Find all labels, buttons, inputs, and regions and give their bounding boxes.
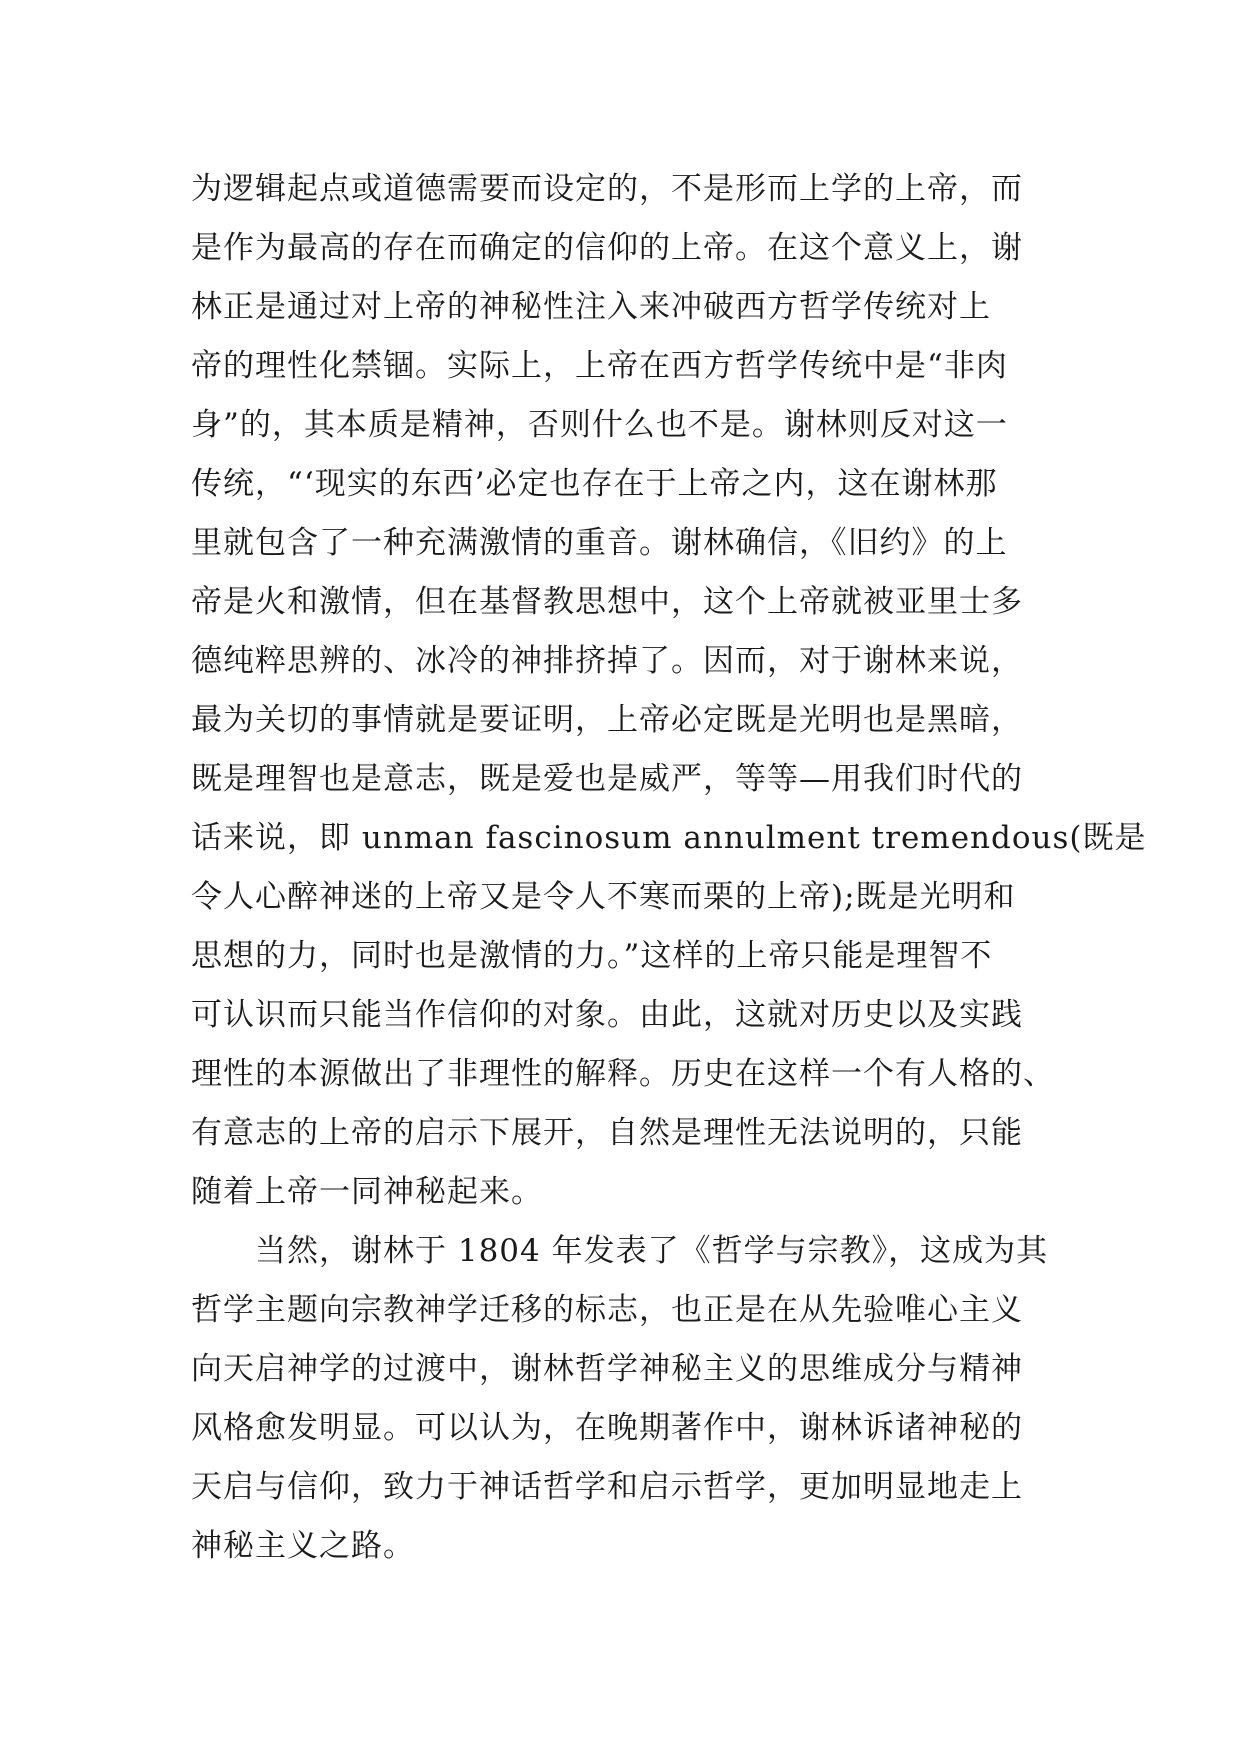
text-line: 有意志的上帝的启示下展开，自然是理性无法说明的，只能 bbox=[191, 1115, 1023, 1151]
text-line: 为逻辑起点或道德需要而设定的，不是形而上学的上帝，而 bbox=[191, 171, 1023, 207]
text-line: 身”的，其本质是精神，否则什么也不是。谢林则反对这一 bbox=[191, 407, 1008, 443]
text-line: 理性的本源做出了非理性的解释。历史在这样一个有人格的、 bbox=[191, 1056, 1055, 1092]
text-line: 可认识而只能当作信仰的对象。由此，这就对历史以及实践 bbox=[191, 997, 1023, 1033]
text-line: 哲学主题向宗教神学迁移的标志，也正是在从先验唯心主义 bbox=[191, 1292, 1023, 1328]
text-line: 最为关切的事情就是要证明，上帝必定既是光明也是黑暗， bbox=[191, 702, 1023, 738]
text-line: 帝的理性化禁锢。实际上，上帝在西方哲学传统中是“非肉 bbox=[191, 348, 1008, 384]
text-line: 里就包含了一种充满激情的重音。谢林确信，《旧约》的上 bbox=[191, 525, 1008, 561]
text-line: 向天启神学的过渡中，谢林哲学神秘主义的思维成分与精神 bbox=[191, 1351, 1023, 1387]
text-line: 思想的力，同时也是激情的力。”这样的上帝只能是理智不 bbox=[191, 938, 993, 974]
text-line: 林正是通过对上帝的神秘性注入来冲破西方哲学传统对上 bbox=[191, 289, 991, 325]
text-line: 既是理智也是意志，既是爱也是威严，等等—用我们时代的 bbox=[191, 761, 1023, 797]
text-line: 风格愈发明显。可以认为，在晚期著作中，谢林诉诸神秘的 bbox=[191, 1410, 1023, 1446]
text-line: 德纯粹思辨的、冰冷的神排挤掉了。因而，对于谢林来说， bbox=[191, 643, 1023, 679]
text-line: 神秘主义之路。 bbox=[191, 1528, 415, 1564]
paragraph bbox=[191, 160, 1147, 1222]
text-line: 是作为最高的存在而确定的信仰的上帝。在这个意义上，谢 bbox=[191, 230, 1023, 266]
body-text bbox=[191, 160, 1147, 1576]
text-line: 天启与信仰，致力于神话哲学和启示哲学，更加明显地走上 bbox=[191, 1469, 1023, 1505]
text-line: 当然，谢林于 1804 年发表了《哲学与宗教》，这成为其 bbox=[255, 1233, 1049, 1269]
text-line: 话来说，即 unman fascinosum annulment tremendous(既是 bbox=[191, 820, 1147, 856]
text-line: 令人心醉神迷的上帝又是令人不寒而栗的上帝);既是光明和 bbox=[191, 879, 1016, 915]
text-line: 传统，“‘现实的东西’必定也存在于上帝之内，这在谢林那 bbox=[191, 466, 998, 502]
text-line: 帝是火和激情，但在基督教思想中，这个上帝就被亚里士多 bbox=[191, 584, 1023, 620]
text-line: 随着上帝一同神秘起来。 bbox=[191, 1174, 543, 1210]
paragraph bbox=[191, 1222, 1071, 1576]
